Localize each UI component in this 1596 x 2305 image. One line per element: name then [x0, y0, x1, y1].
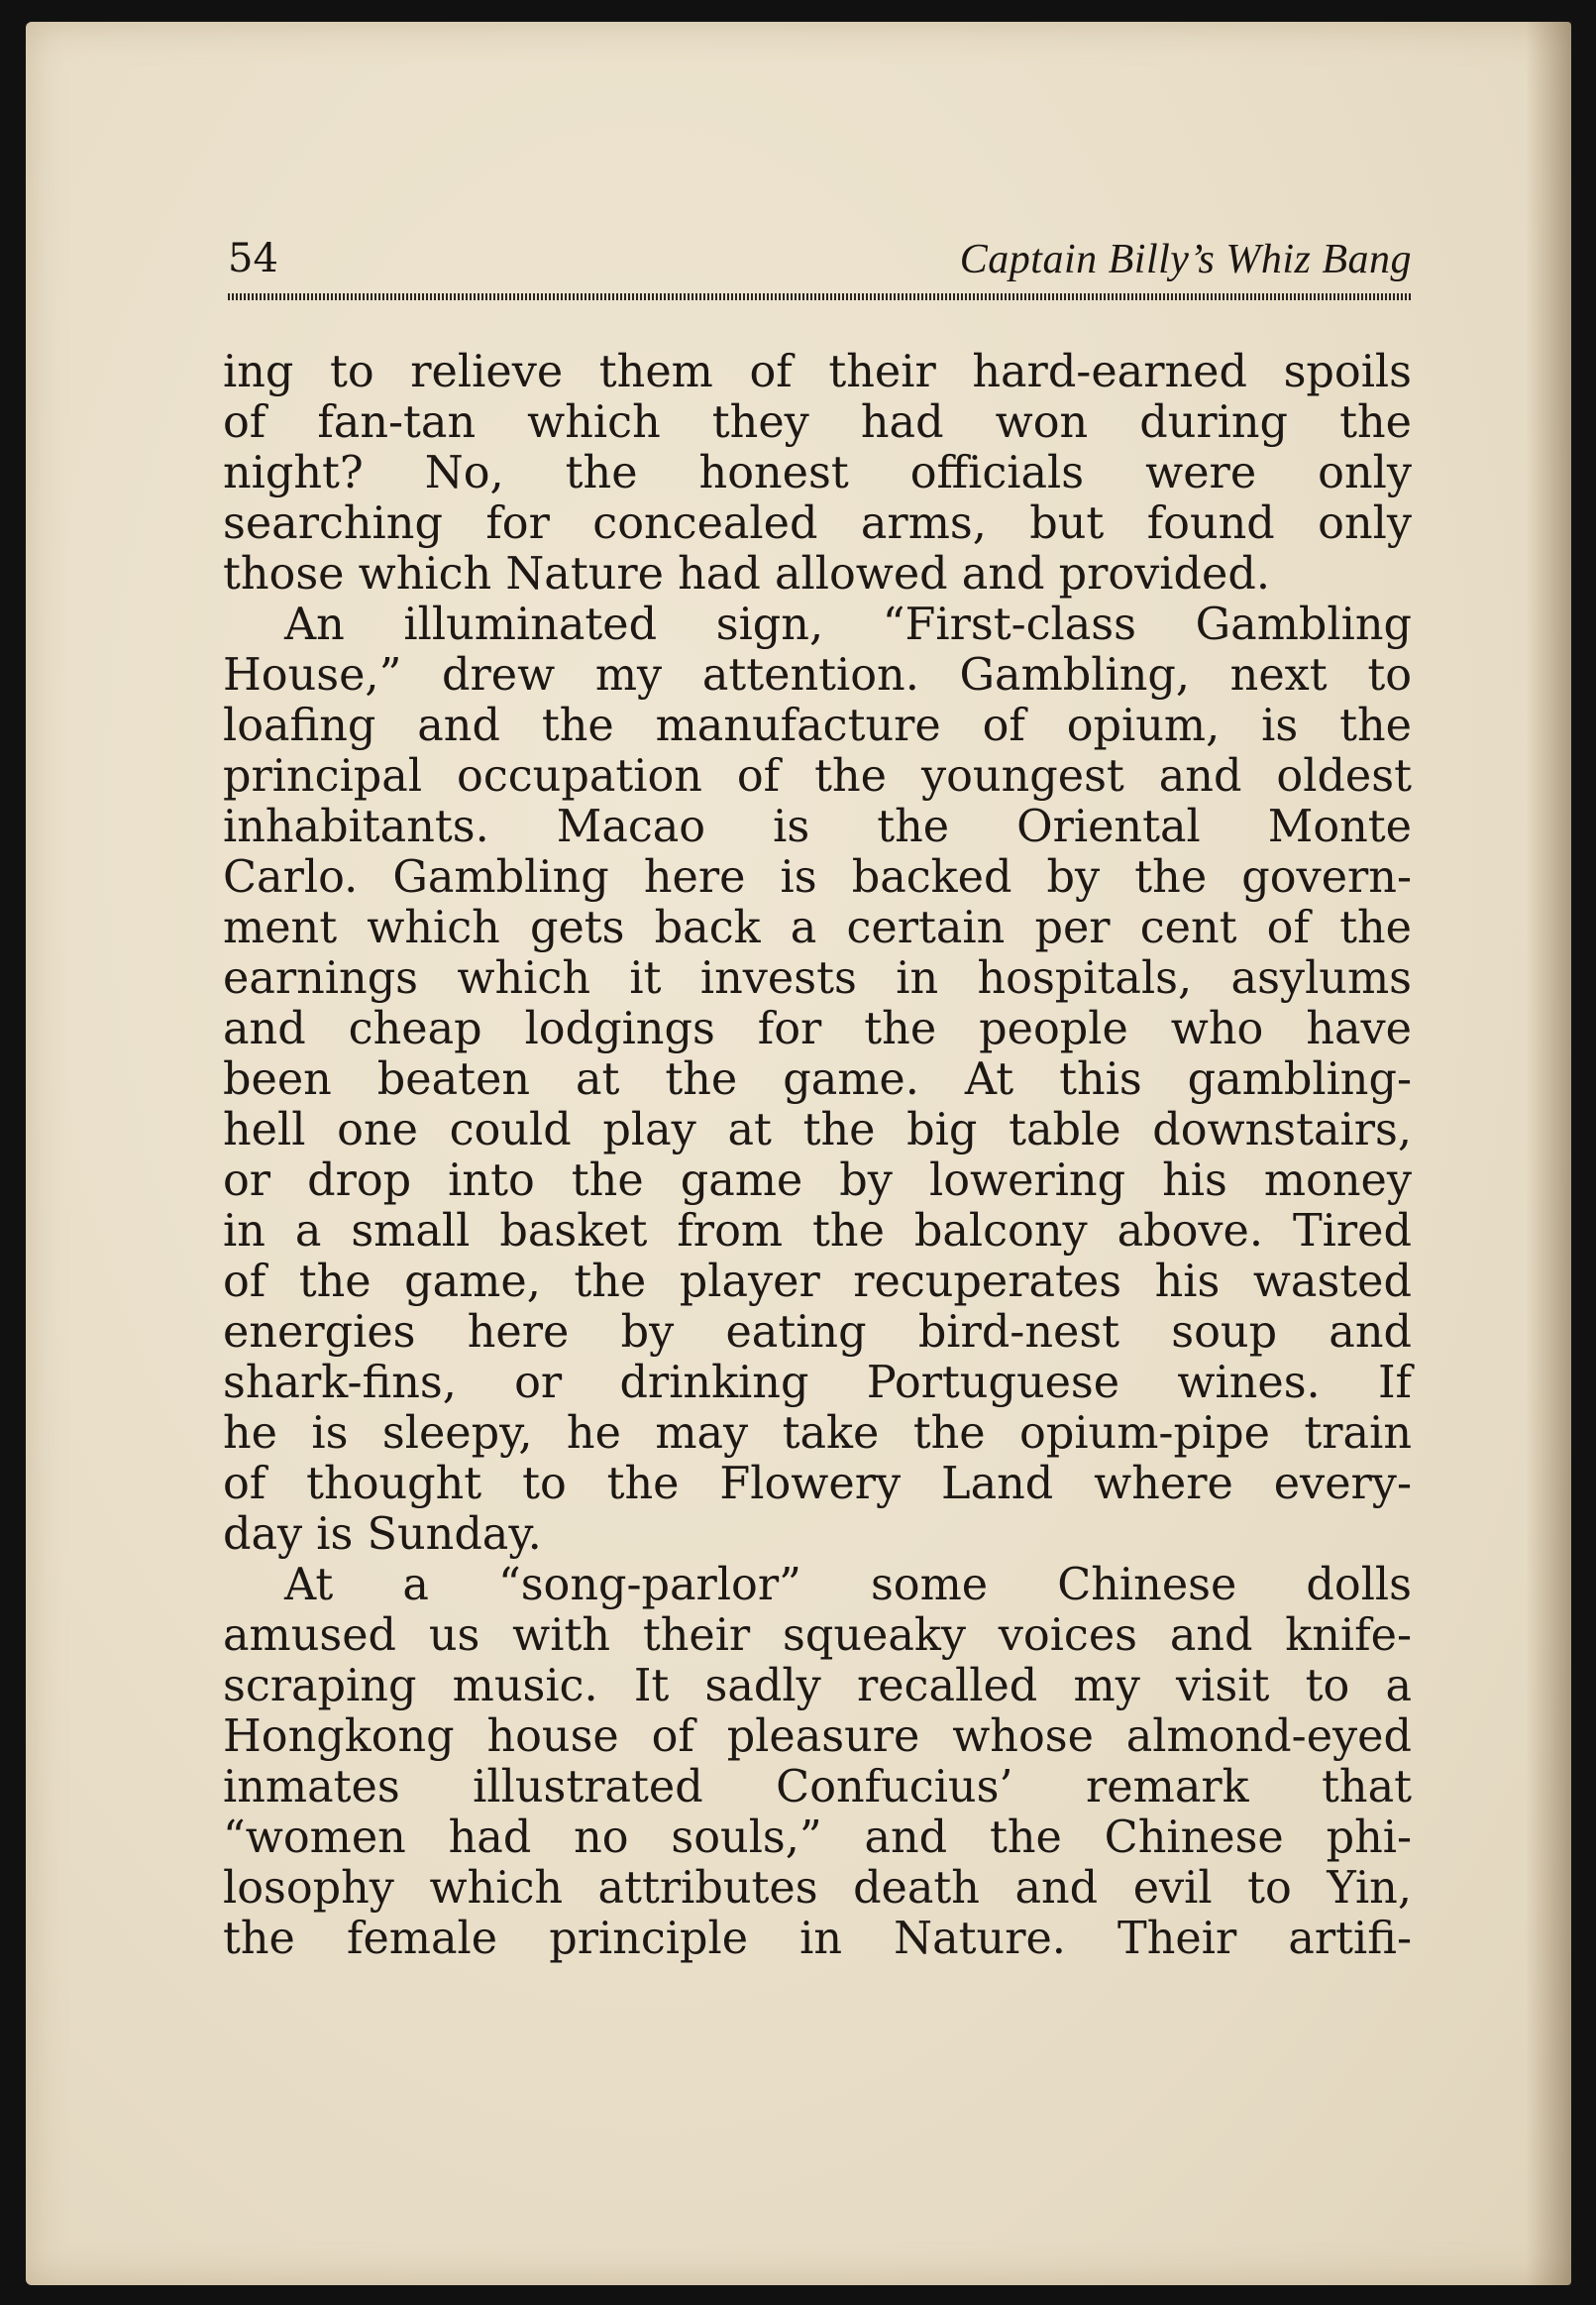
text-line: An illuminated sign, “First-class Gambling [284, 600, 1412, 650]
text-line: losophy which attributes death and evil to Yin, [223, 1863, 1412, 1914]
text-line: Carlo. Gambling here is backed by the govern- [223, 852, 1412, 903]
body-text [223, 347, 1412, 1964]
text-line: ing to relieve them of their hard-earned spoils [223, 347, 1412, 397]
text-line: House,” drew my attention. Gambling, next to [223, 650, 1412, 701]
text-line: loafing and the manufacture of opium, is the [223, 701, 1412, 751]
header-rule [228, 293, 1412, 300]
text-line: shark-fins, or drinking Portuguese wines. If [223, 1358, 1412, 1408]
text-line: and cheap lodgings for the people who have [223, 1004, 1412, 1054]
text-line: been beaten at the game. At this gambling- [223, 1054, 1412, 1105]
text-line: he is sleepy, he may take the opium-pipe train [223, 1408, 1412, 1459]
text-line: inhabitants. Macao is the Oriental Monte [223, 802, 1412, 852]
page-header [228, 236, 1412, 285]
text-line: or drop into the game by lowering his money [223, 1155, 1412, 1206]
text-line: earnings which it invests in hospitals, asylums [223, 953, 1412, 1004]
text-line: in a small basket from the balcony above. Tired [223, 1206, 1412, 1257]
text-line: of thought to the Flowery Land where every- [223, 1459, 1412, 1509]
text-line: those which Nature had allowed and provided. [223, 549, 1270, 600]
text-line: searching for concealed arms, but found only [223, 498, 1412, 549]
text-line: principal occupation of the youngest and oldest [223, 751, 1412, 802]
text-line: day is Sunday. [223, 1509, 542, 1560]
page-number: 54 [228, 236, 278, 281]
text-line: of fan-tan which they had won during the [223, 397, 1412, 448]
text-line: ment which gets back a certain per cent of the [223, 903, 1412, 953]
text-line: Hongkong house of pleasure whose almond-eyed [223, 1711, 1412, 1762]
text-line: the female principle in Nature. Their artifi- [223, 1914, 1412, 1964]
text-line: amused us with their squeaky voices and knife- [223, 1610, 1412, 1661]
text-line: “women had no souls,” and the Chinese phi- [223, 1812, 1412, 1863]
text-line: At a “song-parlor” some Chinese dolls [284, 1560, 1412, 1610]
text-line: of the game, the player recuperates his wasted [223, 1257, 1412, 1307]
text-line: night? No, the honest officials were only [223, 448, 1412, 498]
text-line: hell one could play at the big table downstairs, [223, 1105, 1412, 1155]
text-line: inmates illustrated Confucius’ remark that [223, 1762, 1412, 1812]
text-line: energies here by eating bird-nest soup and [223, 1307, 1412, 1358]
text-line: scraping music. It sadly recalled my visit to a [223, 1661, 1412, 1711]
running-title: Captain Billy’s Whiz Bang [959, 237, 1412, 282]
page-edge-shadow [1526, 22, 1571, 2285]
